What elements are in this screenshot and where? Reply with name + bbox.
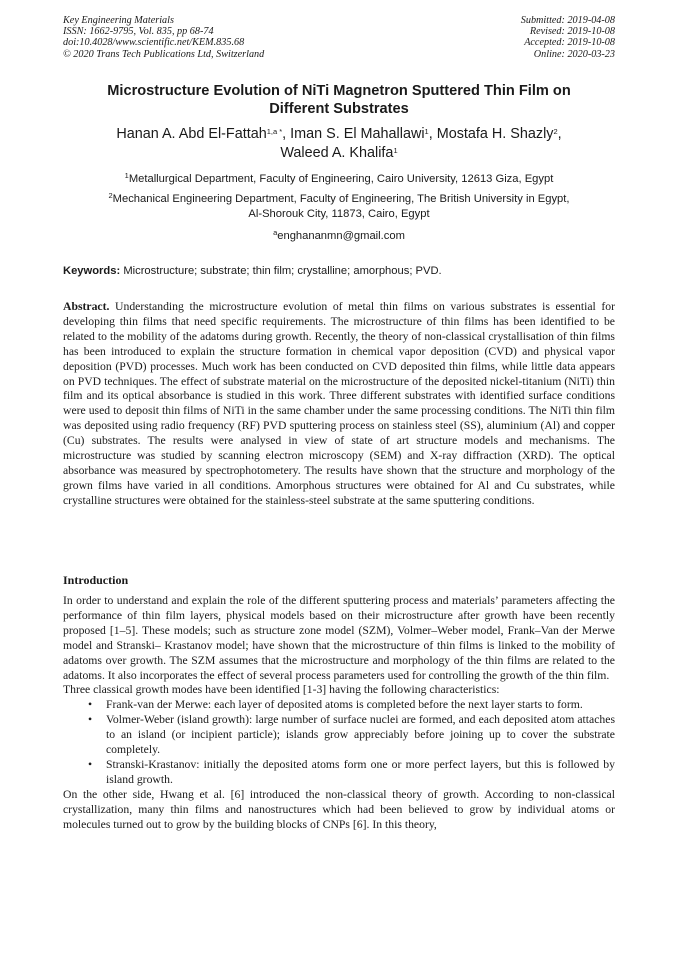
email-address[interactable]: enghananmn@gmail.com — [277, 230, 405, 242]
title-line-1: Microstructure Evolution of NiTi Magnetron Sputtered Thin Film on — [107, 83, 571, 99]
bullet-icon: • — [88, 757, 93, 771]
author-1: Hanan A. Abd El-Fattah — [116, 126, 267, 142]
email-sup: a — [273, 228, 278, 237]
author-3-sup: 2 — [553, 127, 558, 136]
affiliation-2-sup: 2 — [108, 191, 113, 200]
keywords-label: Keywords: — [63, 265, 121, 277]
affiliation-2 — [63, 192, 615, 222]
list-item-text: Stranski-Krastanov: initially the deposited atoms form one or more perfect layers, but this is followed by island growth. — [106, 757, 615, 786]
affiliation-1-sup: 1 — [124, 171, 129, 180]
abstract-label: Abstract. — [63, 300, 110, 313]
list-item-text: Frank-van der Merwe: each layer of deposited atoms is completed before the next layer starts to form. — [106, 698, 583, 712]
intro-paragraph-1: In order to understand and explain the role of the different sputtering process and materials’ parameters affecting the performance of thin film layers, physical models based on their microstructure after growth have been recently proposed [1–5]. These models; such as structure zone model (SZM), Volmer–Weber model, Frank–Van der Merwe model and Stranski– Krastanov model; have shown that the microstructure of thin films is linked to the mobility of adatoms over growth. The SZM assumes that the microstructure and morphology of the thin films are related to the adatoms. It also incorporates the effect of several process parameters used for controlling the growth of the thin film. — [63, 594, 615, 682]
affiliation-2-line-1: Mechanical Engineering Department, Faculty of Engineering, The British University in Egypt, — [112, 193, 570, 205]
paper-title — [63, 82, 615, 118]
author-4: Waleed A. Khalifa — [280, 145, 394, 161]
journal-name: Key Engineering Materials — [63, 15, 174, 26]
intro-paragraph-3: On the other side, Hwang et al. [6] introduced the non-classical theory of growth. According to non-classical crystallization, many thin films and nanostructures which had been believed to grow by individual atoms or molecules turned out to grow by the building blocks of CNPs [6]. In this theory, — [63, 787, 615, 831]
author-2-sup: 1 — [424, 127, 429, 136]
section-heading-introduction: Introduction — [63, 573, 129, 587]
abstract — [63, 300, 615, 509]
list-item — [63, 713, 615, 758]
growth-modes-list — [63, 698, 615, 787]
intro-paragraph-2: Three classical growth modes have been identified [1-3] having the following characteristics: — [63, 683, 500, 697]
issn: ISSN: 1662-9795, Vol. 835, pp 68-74 — [63, 26, 214, 38]
dates-header — [521, 15, 615, 60]
submitted-date: Submitted: 2019-04-08 — [520, 15, 615, 26]
author-1-sup: 1,a * — [266, 127, 283, 136]
affiliation-2-line-2: Al-Shorouk City, 11873, Cairo, Egypt — [248, 208, 430, 220]
bullet-icon: • — [88, 698, 93, 712]
affiliation-1 — [63, 172, 615, 187]
affiliation-1-text: Metallurgical Department, Faculty of Engineering, Cairo University, 12613 Giza, Egypt — [128, 173, 554, 185]
copyright: © 2020 Trans Tech Publications Ltd, Switzerland — [63, 48, 265, 60]
keywords — [63, 264, 615, 278]
author-list: Hanan A. Abd El-Fattah$^{1,a *}$, Iman S. El Mahallawi$^1$, Mostafa H. Shazly$^2$, Waleed A. Khalifa$^1$ — [116, 126, 562, 161]
keywords-text: Microstructure; substrate; thin film; crystalline; amorphous; PVD. — [123, 265, 442, 277]
journal-header — [63, 15, 264, 60]
introduction-body — [63, 594, 615, 833]
abstract-text: Understanding the microstructure evolution of metal thin films on various substrates is essential for developing thin films that need specific requirements. The microstructure of thin films has been identified to be related to the mobility of the adatoms during growth. Recently, the theory of non-classical crystallisation of thin films has been introduced to explain the structure formation in chemical vapor deposition (CVD) and physical vapor deposition (PVD) processes. Much work has been conducted on CVD deposited thin films, while little data appears on PVD techniques. The effect of substrate material on the microstructure of the deposited nickel-titanium (NiTi) thin film and its optical absorbance is studied in this work. Three different substrates with identified surface conditions were used to deposit thin films of NiTi in the same chamber under the same processing conditions. The NiTi thin film was deposited using radio frequency (RF) PVD sputtering process on stainless steel (SS), aluminium (Al) and copper (Cu) substrates. The results were analysed in view of state of art structure models and mechanisms. The microstructure was studied by scanning electron microscopy (SEM) and X-ray diffraction (XRD). The optical absorbance was measured by spectrophotometery. The results have shown that the structure and morphology of the grown films have varied in all conditions. Amorphous structures were obtained for Al and Cu substrates, while crystalline structures were obtained for the stainless-steel substrate at the same sputtering conditions. — [63, 300, 615, 507]
author-3: Mostafa H. Shazly — [436, 126, 554, 142]
list-item — [63, 758, 615, 788]
corresponding-email — [63, 229, 615, 244]
list-item-text: Volmer-Weber (island growth): large number of surface nuclei are formed, and each deposited atom attaches to an island (or incipient particle); islands grow appreciably before joining up to cover the substrate completely. — [106, 713, 615, 757]
author-4-sup: 1 — [393, 146, 398, 155]
title-line-2: Different Substrates — [269, 101, 409, 117]
author-2: Iman S. El Mahallawi — [290, 126, 425, 142]
list-item — [63, 698, 615, 713]
doi[interactable]: doi:10.4028/www.scientific.net/KEM.835.68 — [63, 37, 245, 49]
online-date: Online: 2020-03-23 — [533, 48, 615, 60]
revised-date: Revised: 2019-10-08 — [529, 26, 615, 38]
bullet-icon: • — [88, 713, 93, 727]
accepted-date: Accepted: 2019-10-08 — [524, 37, 615, 49]
